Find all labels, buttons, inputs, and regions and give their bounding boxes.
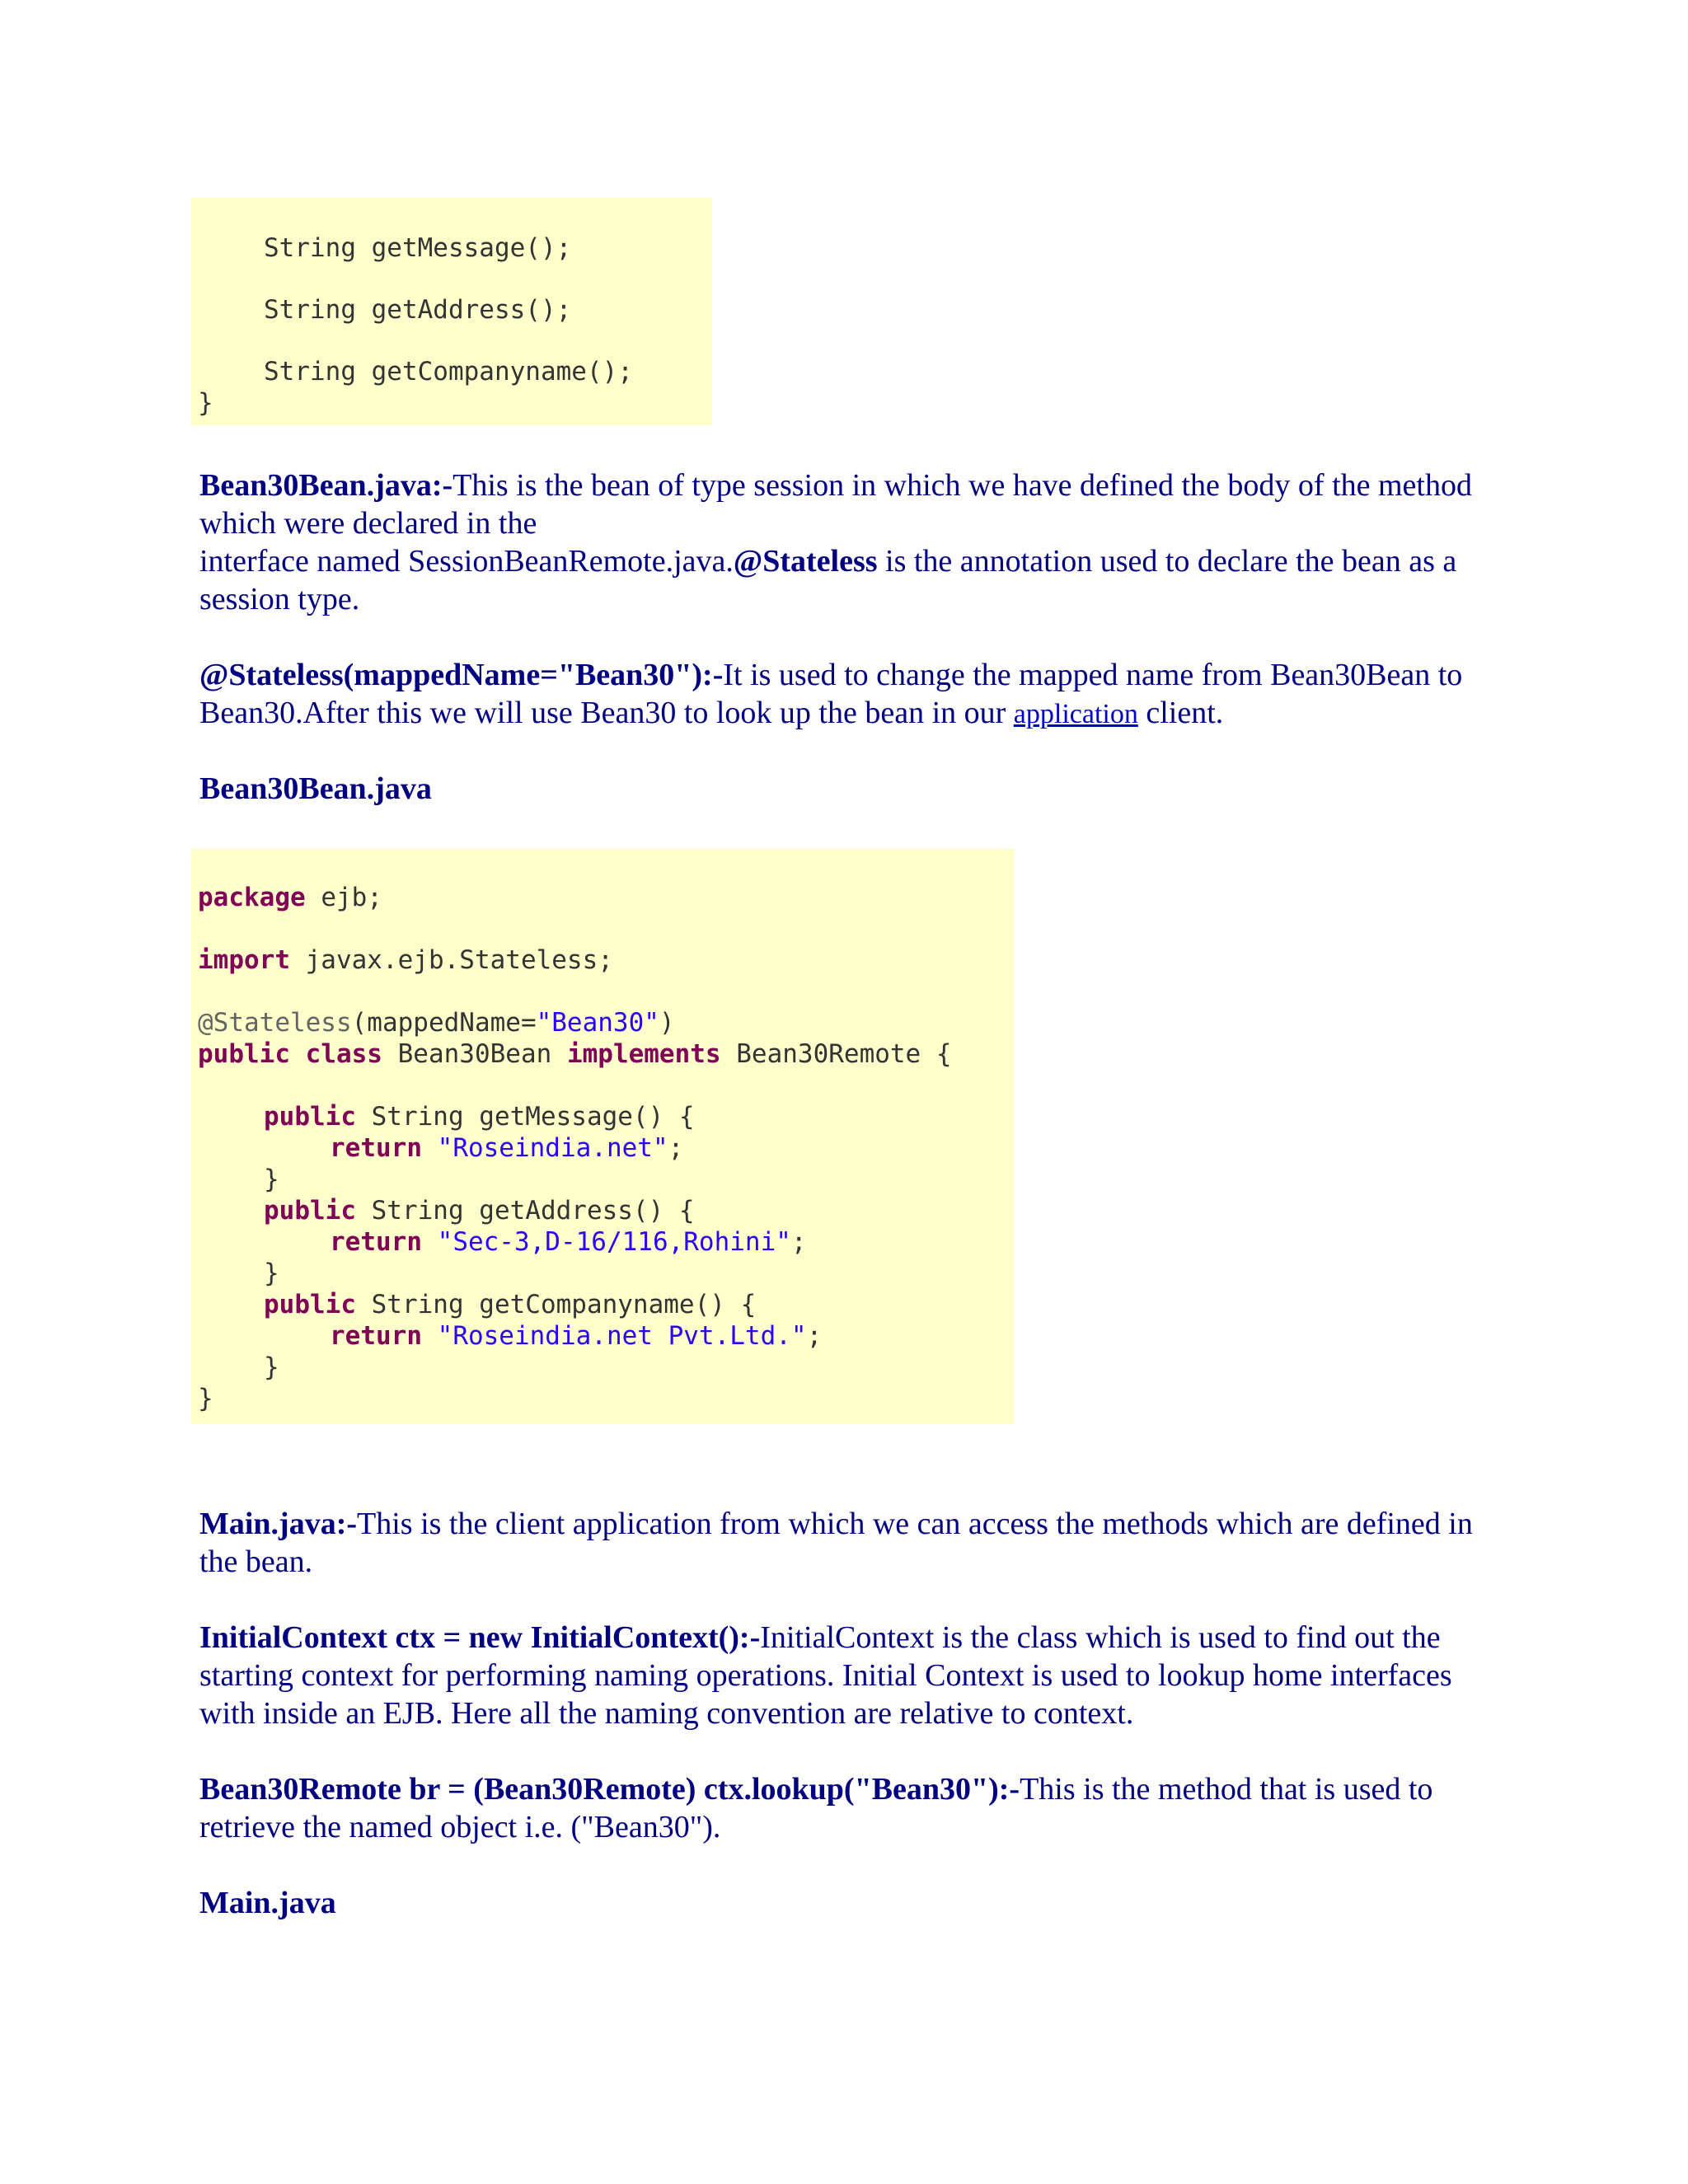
code-text: (mappedName= [351, 1008, 537, 1038]
code-line: } [264, 1165, 279, 1194]
para-label: @Stateless(mappedName="Bean30"):- [199, 658, 724, 692]
code-line [198, 882, 382, 913]
paragraph-lookup [199, 1770, 1502, 1846]
para-label: Bean30Bean.java:- [199, 468, 453, 503]
code-line: String getAddress(); [264, 295, 572, 325]
code-line [198, 1007, 675, 1038]
para-label: Bean30Remote br = (Bean30Remote) ctx.lookup("Bean30"):- [199, 1772, 1020, 1807]
code-block-interface-tail [191, 198, 712, 425]
string-literal: "Sec-3,D-16/116,Rohini" [437, 1227, 791, 1257]
code-line [198, 1289, 756, 1320]
keyword: public [264, 1196, 356, 1226]
para-label: Main.java:- [199, 1507, 358, 1541]
code-text: String getMessage() { [355, 1102, 695, 1132]
code-text: ) [659, 1008, 675, 1038]
para-text: This is the bean of type session in which we have defined the body of the method which were declared in the [199, 468, 1472, 541]
paragraph-mapped-name [199, 656, 1502, 733]
code-text: Bean30Remote { [720, 1039, 952, 1069]
para-label: InitialContext ctx = new InitialContext():- [199, 1620, 761, 1655]
code-line: } [198, 388, 213, 418]
keyword: return [330, 1227, 422, 1257]
paragraph-main [199, 1505, 1502, 1581]
code-text: javax.ejb.Stateless; [289, 945, 613, 975]
code-text: String getCompanyname() { [355, 1290, 757, 1319]
paragraph-bean30bean [199, 466, 1502, 618]
para-text: interface named SessionBeanRemote.java. [199, 544, 734, 579]
code-text: ; [668, 1133, 684, 1163]
para-text: is the annotation used to declare the bean as a session type. [199, 544, 1457, 616]
code-line [198, 944, 613, 976]
string-literal: "Bean30" [536, 1008, 659, 1038]
keyword: import [198, 945, 290, 975]
heading-main: Main.java [199, 1886, 336, 1920]
para-text: InitialContext is the class which is used to find out the starting context for performing naming operations. Initial Context is used to lookup home interfaces with inside an EJB. Here all the naming convention are relative to context. [199, 1620, 1452, 1731]
keyword: class [305, 1039, 382, 1069]
code-text: ; [806, 1321, 823, 1351]
para-text: It is used to change the mapped name from Bean30Bean to Bean30.After this we will use Bean30 to look up the bean in our [199, 658, 1463, 730]
keyword: implements [566, 1039, 721, 1069]
code-line [198, 1195, 695, 1226]
heading-bean30bean: Bean30Bean.java [199, 771, 432, 806]
para-label: @Stateless [733, 544, 878, 579]
code-text: ejb; [305, 883, 382, 912]
para-text: This is the client application from which we can access the methods which are defined in the bean. [199, 1507, 1473, 1579]
code-line: } [198, 1384, 213, 1413]
code-line [198, 1038, 952, 1070]
keyword: return [330, 1321, 422, 1351]
keyword: package [198, 883, 306, 912]
application-link[interactable]: application [1013, 699, 1138, 729]
code-line: } [264, 1258, 279, 1288]
string-literal: "Roseindia.net Pvt.Ltd." [437, 1321, 807, 1351]
code-line: String getMessage(); [264, 233, 572, 263]
code-line [198, 1226, 807, 1258]
code-block-bean30bean [191, 849, 1014, 1424]
code-text: ; [790, 1227, 807, 1257]
string-literal: "Roseindia.net" [437, 1133, 668, 1163]
paragraph-initial-context [199, 1619, 1502, 1732]
keyword: public [264, 1290, 356, 1319]
code-line [198, 1132, 683, 1164]
para-text: client. [1137, 696, 1224, 730]
annotation: @Stateless [198, 1008, 352, 1038]
code-line [198, 1320, 822, 1352]
code-text: String getAddress() { [355, 1196, 695, 1226]
keyword: public [264, 1102, 356, 1132]
keyword: public [198, 1039, 290, 1069]
code-line: String getCompanyname(); [264, 357, 633, 387]
code-line: } [264, 1352, 279, 1382]
code-line [198, 1101, 695, 1132]
keyword: return [330, 1133, 422, 1163]
para-text: This is the method that is used to retrieve the named object i.e. ("Bean30"). [199, 1772, 1433, 1844]
code-text: Bean30Bean [382, 1039, 567, 1069]
